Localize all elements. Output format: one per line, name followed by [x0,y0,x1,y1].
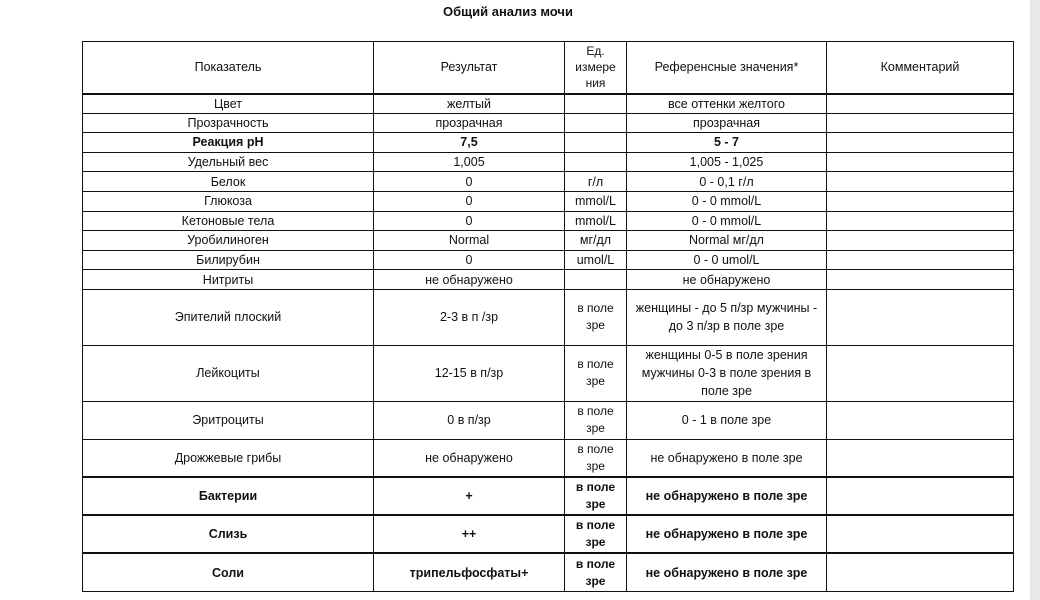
cell-reference: 5 - 7 [627,133,827,153]
cell-indicator: Соли [83,553,374,591]
table-row [83,250,1014,270]
table-row [83,553,1014,591]
cell-indicator: Цвет [83,94,374,114]
cell-reference: 0 - 0,1 г/л [627,172,827,192]
table-row [83,270,1014,290]
cell-indicator: Удельный вес [83,152,374,172]
cell-indicator: Нитриты [83,270,374,290]
cell-comment [827,515,1014,553]
cell-comment [827,345,1014,401]
cell-result: 1,005 [374,152,565,172]
cell-indicator: Кетоновые тела [83,211,374,231]
cell-units [565,94,627,114]
cell-comment [827,250,1014,270]
table-row [83,113,1014,133]
cell-result: не обнаружено [374,439,565,477]
cell-result: ++ [374,515,565,553]
cell-comment [827,477,1014,515]
cell-comment [827,133,1014,153]
cell-comment [827,94,1014,114]
cell-result: 2-3 в п /зр [374,289,565,345]
cell-units: в поле зре [565,439,627,477]
cell-reference: не обнаружено в поле зре [627,477,827,515]
cell-reference: Normal мг/дл [627,231,827,251]
cell-units: мг/дл [565,231,627,251]
table-row [83,477,1014,515]
results-table [82,41,1014,592]
header-result: Результат [374,42,565,94]
cell-indicator: Уробилиноген [83,231,374,251]
cell-reference: женщины 0-5 в поле зрения мужчины 0-3 в поле зрения в поле зре [627,345,827,401]
cell-indicator: Глюкоза [83,191,374,211]
cell-indicator: Эритроциты [83,401,374,439]
cell-units: в поле зре [565,345,627,401]
table-row [83,94,1014,114]
table-row [83,133,1014,153]
cell-result: 0 [374,250,565,270]
page-edge [1030,0,1040,600]
cell-comment [827,289,1014,345]
cell-reference: 0 - 0 mmol/L [627,191,827,211]
cell-comment [827,152,1014,172]
cell-reference: прозрачная [627,113,827,133]
cell-units: в поле зре [565,515,627,553]
cell-reference: не обнаружено [627,270,827,290]
cell-indicator: Бактерии [83,477,374,515]
cell-reference: женщины - до 5 п/зр мужчины - до 3 п/зр в поле зре [627,289,827,345]
cell-result: 0 [374,172,565,192]
table-row [83,191,1014,211]
header-units: Ед. измере ния [565,42,627,94]
cell-comment [827,113,1014,133]
cell-reference: все оттенки желтого [627,94,827,114]
cell-indicator: Эпителий плоский [83,289,374,345]
table-row [83,345,1014,401]
cell-result: 12-15 в п/зр [374,345,565,401]
cell-comment [827,401,1014,439]
cell-result: прозрачная [374,113,565,133]
table-row [83,211,1014,231]
cell-reference: 0 - 0 umol/L [627,250,827,270]
cell-units: в поле зре [565,401,627,439]
cell-comment [827,211,1014,231]
cell-indicator: Реакция pH [83,133,374,153]
cell-comment [827,231,1014,251]
cell-reference: не обнаружено в поле зре [627,439,827,477]
table-row [83,172,1014,192]
cell-units: в поле зре [565,289,627,345]
cell-units: mmol/L [565,191,627,211]
cell-comment [827,553,1014,591]
cell-units: в поле зре [565,477,627,515]
cell-units [565,133,627,153]
cell-comment [827,172,1014,192]
cell-units [565,113,627,133]
cell-reference: не обнаружено в поле зре [627,553,827,591]
cell-result: 0 [374,211,565,231]
cell-indicator: Белок [83,172,374,192]
cell-indicator: Лейкоциты [83,345,374,401]
table-row [83,401,1014,439]
table-row [83,439,1014,477]
cell-indicator: Прозрачность [83,113,374,133]
cell-result: трипельфосфаты+ [374,553,565,591]
table-row [83,515,1014,553]
cell-reference: 0 - 1 в поле зре [627,401,827,439]
document-title: Общий анализ мочи [443,4,573,19]
cell-result: 0 в п/зр [374,401,565,439]
header-indicator: Показатель [83,42,374,94]
cell-units: mmol/L [565,211,627,231]
cell-comment [827,439,1014,477]
cell-comment [827,270,1014,290]
cell-reference: 0 - 0 mmol/L [627,211,827,231]
cell-indicator: Дрожжевые грибы [83,439,374,477]
cell-units: umol/L [565,250,627,270]
table-row [83,231,1014,251]
header-comment: Комментарий [827,42,1014,94]
cell-indicator: Слизь [83,515,374,553]
cell-reference: не обнаружено в поле зре [627,515,827,553]
cell-units: в поле зре [565,553,627,591]
table-row [83,152,1014,172]
table-header-row [83,42,1014,94]
cell-result: Normal [374,231,565,251]
cell-result: желтый [374,94,565,114]
header-reference: Референсные значения* [627,42,827,94]
cell-units [565,152,627,172]
cell-indicator: Билирубин [83,250,374,270]
cell-reference: 1,005 - 1,025 [627,152,827,172]
cell-units [565,270,627,290]
cell-result: 0 [374,191,565,211]
table-row [83,289,1014,345]
cell-units: г/л [565,172,627,192]
cell-comment [827,191,1014,211]
cell-result: не обнаружено [374,270,565,290]
cell-result: 7,5 [374,133,565,153]
cell-result: + [374,477,565,515]
